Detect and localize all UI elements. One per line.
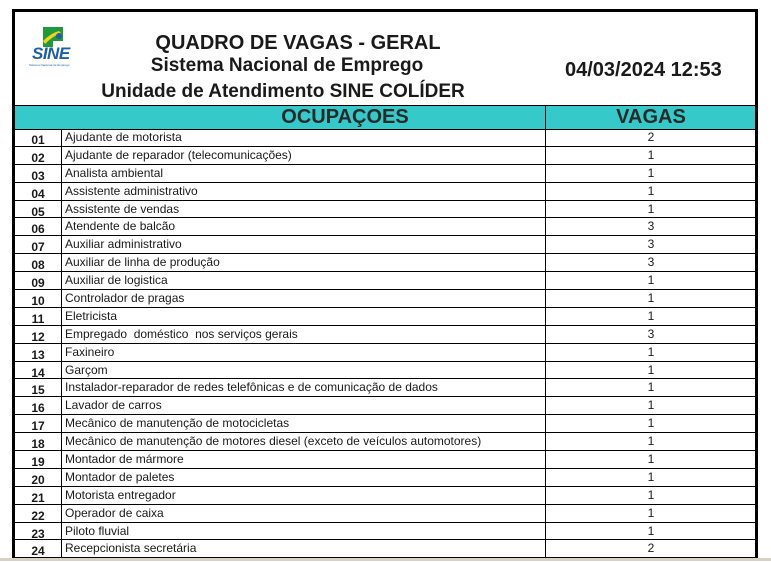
- occupation-cell: Analista ambiental: [61, 165, 545, 182]
- table-row: [15, 165, 755, 183]
- occupation-cell: Operador de caixa: [61, 505, 545, 522]
- table-row: [15, 344, 755, 362]
- table-row: [15, 218, 755, 236]
- row-number: 06: [31, 222, 45, 237]
- vacancies-cell: 1: [545, 362, 756, 379]
- row-number: 21: [31, 490, 45, 505]
- row-number: 18: [31, 437, 45, 452]
- occupation-cell: Lavador de carros: [61, 397, 545, 414]
- vacancies-cell: 1: [545, 505, 756, 522]
- vacancies-cell: 1: [545, 147, 756, 164]
- occupation-cell: Garçom: [61, 362, 545, 379]
- occupation-cell: Mecânico de manutenção de motocicletas: [61, 415, 545, 432]
- row-number: 09: [31, 276, 45, 291]
- table-row: [15, 201, 755, 219]
- row-number: 12: [31, 329, 45, 344]
- occupation-cell: Faxineiro: [61, 344, 545, 361]
- occupation-cell: Montador de mármore: [61, 451, 545, 468]
- occupation-cell: Montador de paletes: [61, 469, 545, 486]
- vacancies-cell: 3: [545, 326, 756, 343]
- table-row: [15, 397, 755, 415]
- row-number: 19: [31, 455, 45, 470]
- column-header-vacancies: VAGAS: [545, 106, 756, 129]
- table-row: [15, 540, 755, 558]
- row-number: 10: [31, 294, 45, 309]
- vacancies-cell: 1: [545, 183, 756, 200]
- table-row: [15, 505, 755, 523]
- row-number: 22: [31, 508, 45, 523]
- occupation-cell: Auxiliar de linha de produção: [61, 254, 545, 271]
- vacancies-cell: 1: [545, 469, 756, 486]
- vacancies-cell: 1: [545, 165, 756, 182]
- row-number: 04: [31, 186, 45, 201]
- vacancies-cell: 1: [545, 415, 756, 432]
- vacancies-cell: 1: [545, 290, 756, 307]
- table-row: [15, 469, 755, 487]
- occupation-cell: Piloto fluvial: [61, 523, 545, 540]
- vacancies-cell: 1: [545, 487, 756, 504]
- row-number: 05: [31, 204, 45, 219]
- page-subtitle: Sistema Nacional de Emprego: [150, 55, 424, 76]
- occupation-cell: Ajudante de motorista: [61, 129, 545, 146]
- row-number: 15: [31, 383, 45, 398]
- vacancies-cell: 1: [545, 272, 756, 289]
- occupation-cell: Controlador de pragas: [61, 290, 545, 307]
- occupation-cell: Ajudante de reparador (telecomunicações): [61, 147, 545, 164]
- row-number: 02: [31, 150, 45, 165]
- vacancies-cell: 1: [545, 433, 756, 450]
- table-row: [15, 523, 755, 541]
- row-number: 14: [31, 365, 45, 380]
- table-row: [15, 379, 755, 397]
- vacancies-cell: 3: [545, 218, 756, 235]
- occupation-cell: Eletricista: [61, 308, 545, 325]
- vacancies-cell: 1: [545, 397, 756, 414]
- table-row: [15, 362, 755, 380]
- table-row: [15, 326, 755, 344]
- occupation-cell: Atendente de balcão: [61, 218, 545, 235]
- occupation-cell: Mecânico de manutenção de motores diesel (exceto de veículos automotores): [61, 433, 545, 450]
- table-row: [15, 129, 755, 147]
- report-datetime: 04/03/2024 12:53: [565, 59, 722, 81]
- vacancies-cell: 1: [545, 344, 756, 361]
- occupation-cell: Motorista entregador: [61, 487, 545, 504]
- vacancy-table-body: [15, 129, 755, 558]
- table-row: [15, 183, 755, 201]
- row-number: 23: [31, 526, 45, 541]
- vacancies-cell: 1: [545, 523, 756, 540]
- vacancies-cell: 3: [545, 236, 756, 253]
- table-row: [15, 433, 755, 451]
- sine-logo: [29, 27, 79, 67]
- row-number: 11: [31, 311, 45, 326]
- row-number: 13: [31, 347, 45, 362]
- table-row: [15, 254, 755, 272]
- occupation-cell: Instalador-reparador de redes telefônicas e de comunicação de dados: [61, 379, 545, 396]
- occupation-cell: Recepcionista secretária: [61, 540, 545, 557]
- unit-name: Unidade de Atendimento SINE COLÍDER: [101, 81, 465, 102]
- table-row: [15, 487, 755, 505]
- table-row: [15, 451, 755, 469]
- vacancies-cell: 2: [545, 129, 756, 146]
- vacancies-cell: 1: [545, 201, 756, 218]
- vacancies-cell: 1: [545, 308, 756, 325]
- table-row: [15, 308, 755, 326]
- row-number: 24: [31, 544, 45, 559]
- table-row: [15, 236, 755, 254]
- job-board-sheet: [12, 9, 758, 558]
- table-header: [15, 105, 755, 130]
- row-number: 08: [31, 258, 45, 273]
- vacancies-cell: 1: [545, 379, 756, 396]
- vacancies-cell: 1: [545, 451, 756, 468]
- column-header-occupations: OCUPAÇOES: [281, 106, 409, 128]
- table-row: [15, 147, 755, 165]
- row-number: 17: [31, 419, 45, 434]
- row-number: 01: [31, 133, 45, 147]
- occupation-cell: Assistente de vendas: [61, 201, 545, 218]
- page-title: QUADRO DE VAGAS - GERAL: [155, 32, 441, 54]
- occupation-cell: Auxiliar de logistica: [61, 272, 545, 289]
- row-number: 03: [31, 168, 45, 183]
- table-row: [15, 415, 755, 433]
- logo-text: SINE: [32, 44, 70, 63]
- table-row: [15, 272, 755, 290]
- occupation-cell: Empregado doméstico nos serviços gerais: [61, 326, 545, 343]
- occupation-cell: Assistente administrativo: [61, 183, 545, 200]
- row-number: 07: [31, 240, 45, 255]
- occupation-cell: Auxiliar administrativo: [61, 236, 545, 253]
- vacancies-cell: 3: [545, 254, 756, 271]
- row-number: 16: [31, 401, 45, 416]
- table-row: [15, 290, 755, 308]
- logo-tagline: Sistema Nacional de Emprego: [29, 63, 70, 67]
- row-number: 20: [31, 472, 45, 487]
- vacancies-cell: 2: [545, 540, 756, 557]
